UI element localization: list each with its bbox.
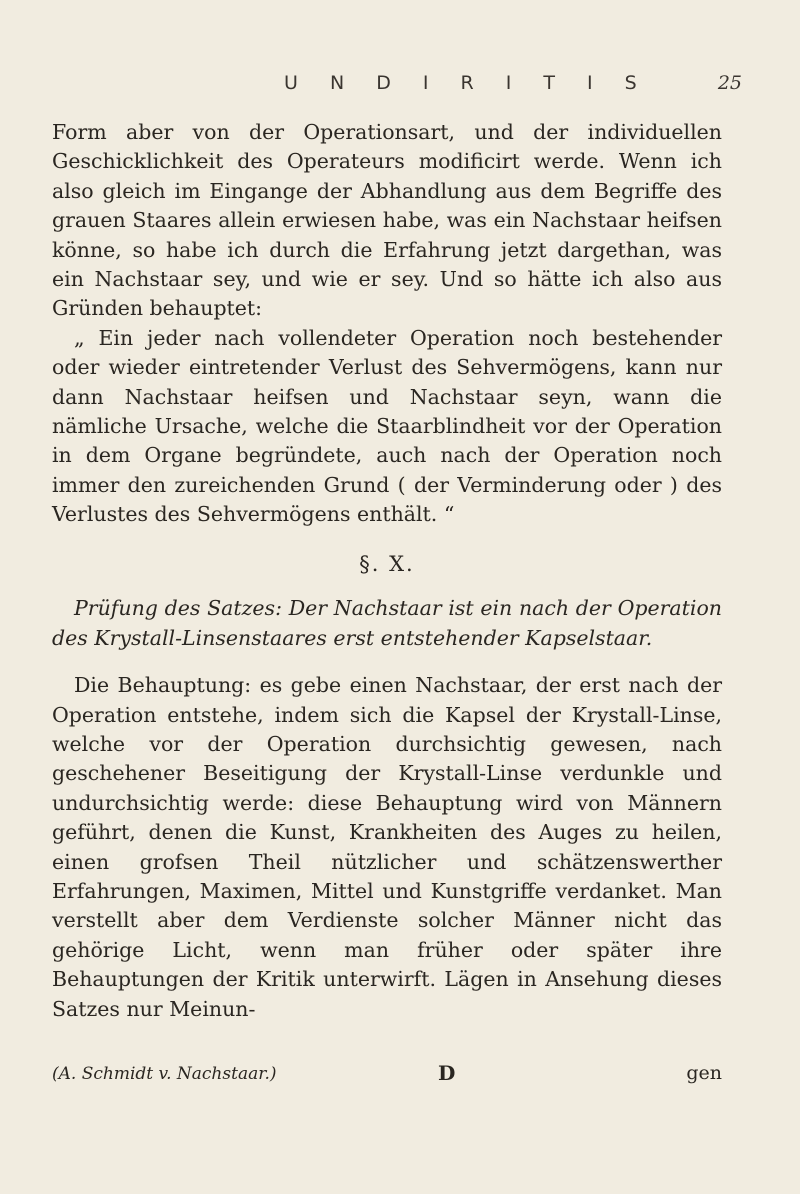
paragraph-examination: Die Behauptung: es gebe einen Nachstaar, der erst nach der Operation entstehe, indem sich die Kapsel der Krystall-Linse, welche vor der Operation durchsichtig gewesen, nach geschehener Beseitigung der Krystall-Linse verdunkle und undurchsichtig werde: diese Behauptung wird von Männern geführt, denen die Kunst, Krankheiten des Auges zu heilen, einen grofsen Theil nützlicher und schätzenswerther Erfahrungen, Maximen, Mittel und Kunstgriffe verdanket. Man verstellt aber dem Verdienste solcher Männer nicht das gehörige Licht, wenn man früher oder später ihre Behauptungen der Kritik unterwirft. Lägen in Ansehung dieses Satzes nur Meinun-	[52, 673, 722, 1021]
signature-mark: D	[438, 1061, 456, 1085]
quoted-thesis: „ Ein jeder nach vollendeter Operation noch bestehender oder wieder eintretender Verlust des Sehvermögens, kann nur dann Nachstaar heifsen und Nachstaar seyn, wann die nämliche Ursache, welche die Staarblindheit vor der Operation in dem Organe begründete, auch nach der Operation noch immer den zureichenden Grund ( der Verminderung oder ) des Verlustes des Sehvermögens enthält. “	[52, 325, 722, 527]
paragraph-continuation: Form aber von der Operationsart, und der individuellen Geschicklichkeit des Operateurs modificirt werde. Wenn ich also gleich im Eingange der Abhandlung aus dem Begriffe des grauen Staares allein erwiesen habe, was ein Nachstaar heifsen könne, so habe ich durch die Erfahrung jetzt dargethan, was ein Nachstaar sey, und wie er sey. Und so hätte ich also aus Gründen behauptet:	[52, 120, 722, 321]
catchword: gen	[686, 1062, 722, 1084]
page-number: 25	[717, 72, 742, 94]
body-text	[52, 118, 722, 1024]
section-mark: §. X.	[359, 551, 415, 576]
footer-source: (A. Schmidt v. Nachstaar.)	[52, 1064, 277, 1084]
running-head	[52, 72, 742, 100]
running-title: U N D I R I T I S	[284, 72, 650, 94]
page-footer	[52, 1061, 722, 1094]
section-heading: Prüfung des Satzes: Der Nachstaar ist ein nach der Operation des Krystall-Linsenstaares erst entstehender Kapselstaar.	[52, 596, 722, 651]
